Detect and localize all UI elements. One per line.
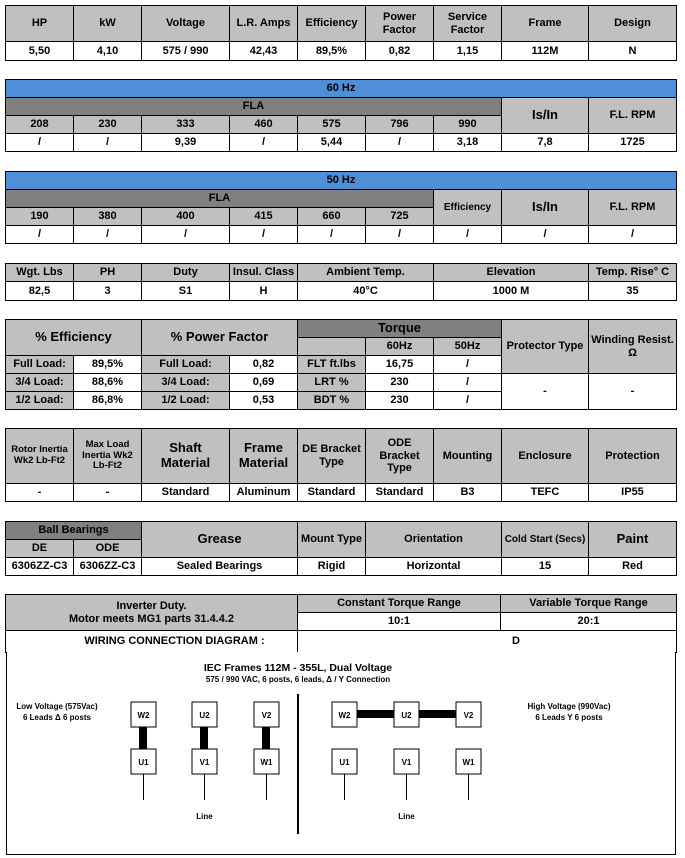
wiring-diagram-label: WIRING CONNECTION DIAGRAM : bbox=[6, 631, 298, 653]
60hz-fla-header: FLA bbox=[6, 98, 502, 116]
50hz-voltage-380: 380 bbox=[74, 208, 142, 226]
ambient-header: Ambient Temp. bbox=[298, 264, 434, 282]
weight-header: Wgt. Lbs bbox=[6, 264, 74, 282]
enclosure-value: TEFC bbox=[502, 484, 589, 502]
de-bracket-header: DE Bracket Type bbox=[298, 429, 366, 484]
pf-full-value: 0,82 bbox=[230, 356, 298, 374]
frame-material-value: Aluminum bbox=[230, 484, 298, 502]
50hz-title: 50 Hz bbox=[6, 172, 677, 190]
de-bracket-value: Standard bbox=[298, 484, 366, 502]
high-terminal-v1-label: V1 bbox=[401, 758, 412, 767]
eff-12-value: 86,8% bbox=[74, 392, 142, 410]
paint-value: Red bbox=[589, 558, 677, 576]
voltage-value: 575 / 990 bbox=[142, 42, 230, 61]
wiring-diagram-value: D bbox=[298, 631, 677, 653]
kw-value: 4,10 bbox=[74, 42, 142, 61]
ambient-value: 40°C bbox=[298, 282, 434, 301]
mounting-value: B3 bbox=[434, 484, 502, 502]
pf-full-label: Full Load: bbox=[142, 356, 230, 374]
general-table bbox=[5, 263, 677, 301]
protector-type-value: - bbox=[502, 374, 589, 410]
high-terminal-u2-label: U2 bbox=[401, 711, 412, 720]
phase-value: 3 bbox=[74, 282, 142, 301]
high-terminal-u1-label: U1 bbox=[339, 758, 350, 767]
60hz-rpm-header: F.L. RPM bbox=[589, 98, 677, 134]
weight-value: 82,5 bbox=[6, 282, 74, 301]
torque-title: Torque bbox=[298, 320, 502, 338]
wiring-diagram-svg bbox=[7, 652, 677, 855]
60hz-isin-value: 7,8 bbox=[502, 134, 589, 152]
50hz-fla-value: / bbox=[298, 226, 366, 244]
frame-value: 112M bbox=[502, 42, 589, 61]
50hz-fla-header: FLA bbox=[6, 190, 434, 208]
torque-flt-60: 16,75 bbox=[366, 356, 434, 374]
50hz-isin-header: Is/In bbox=[502, 190, 589, 226]
frame-header: Frame bbox=[502, 6, 589, 42]
torque-lrt-50: / bbox=[434, 374, 502, 392]
low-voltage-subtitle: 6 Leads Δ 6 posts bbox=[23, 713, 91, 722]
mount-type-header: Mount Type bbox=[298, 522, 366, 558]
60hz-voltage-460: 460 bbox=[230, 116, 298, 134]
torque-60hz-header: 60Hz bbox=[366, 338, 434, 356]
torque-bdt-label: BDT % bbox=[298, 392, 366, 410]
50hz-fla-value: / bbox=[74, 226, 142, 244]
high-terminal-v2-label: V2 bbox=[463, 711, 474, 720]
efficiency-value: 89,5% bbox=[298, 42, 366, 61]
torque-50hz-header: 50Hz bbox=[434, 338, 502, 356]
efficiency-header: Efficiency bbox=[298, 6, 366, 42]
low-link-3 bbox=[262, 727, 270, 749]
torque-bdt-50: / bbox=[434, 392, 502, 410]
ode-bracket-header: ODE Bracket Type bbox=[366, 429, 434, 484]
60hz-fla-value: / bbox=[366, 134, 434, 152]
enclosure-header: Enclosure bbox=[502, 429, 589, 484]
high-line-label: Line bbox=[398, 812, 415, 821]
60hz-voltage-333: 333 bbox=[142, 116, 230, 134]
table-60hz bbox=[5, 79, 677, 152]
eff-34-value: 88,6% bbox=[74, 374, 142, 392]
grease-header: Grease bbox=[142, 522, 298, 558]
pf-12-value: 0,53 bbox=[230, 392, 298, 410]
50hz-voltage-400: 400 bbox=[142, 208, 230, 226]
50hz-efficiency-header: Efficiency bbox=[434, 190, 502, 226]
low-link-2 bbox=[200, 727, 208, 749]
50hz-voltage-725: 725 bbox=[366, 208, 434, 226]
temp-rise-header: Temp. Rise° C bbox=[589, 264, 677, 282]
torque-bdt-60: 230 bbox=[366, 392, 434, 410]
pf-34-value: 0,69 bbox=[230, 374, 298, 392]
high-link-1 bbox=[357, 710, 394, 718]
inverter-duty-cell bbox=[6, 595, 298, 631]
mounting-header: Mounting bbox=[434, 429, 502, 484]
elevation-value: 1000 M bbox=[434, 282, 589, 301]
service-factor-value: 1,15 bbox=[434, 42, 502, 61]
rotor-inertia-value: - bbox=[6, 484, 74, 502]
50hz-fla-value: / bbox=[366, 226, 434, 244]
50hz-rpm-header: F.L. RPM bbox=[589, 190, 677, 226]
60hz-fla-value: / bbox=[6, 134, 74, 152]
design-header: Design bbox=[589, 6, 677, 42]
50hz-isin-value: / bbox=[502, 226, 589, 244]
duty-value: S1 bbox=[142, 282, 230, 301]
low-voltage-title: Low Voltage (575Vac) bbox=[16, 702, 98, 711]
eff-full-label: Full Load: bbox=[6, 356, 74, 374]
ratings-table bbox=[5, 5, 677, 61]
60hz-voltage-575: 575 bbox=[298, 116, 366, 134]
high-voltage-subtitle: 6 Leads Y 6 posts bbox=[535, 713, 603, 722]
60hz-fla-value: 3,18 bbox=[434, 134, 502, 152]
60hz-fla-value: / bbox=[74, 134, 142, 152]
50hz-rpm-value: / bbox=[589, 226, 677, 244]
performance-table bbox=[5, 319, 677, 410]
ode-bearing-value: 6306ZZ-C3 bbox=[74, 558, 142, 576]
hp-value: 5,50 bbox=[6, 42, 74, 61]
pf-34-label: 3/4 Load: bbox=[142, 374, 230, 392]
50hz-efficiency-value: / bbox=[434, 226, 502, 244]
variable-torque-value: 20:1 bbox=[501, 613, 677, 631]
60hz-voltage-990: 990 bbox=[434, 116, 502, 134]
design-value: N bbox=[589, 42, 677, 61]
50hz-voltage-415: 415 bbox=[230, 208, 298, 226]
orientation-value: Horizontal bbox=[366, 558, 502, 576]
power-factor-header: Power Factor bbox=[366, 6, 434, 42]
cold-start-header: Cold Start (Secs) bbox=[502, 522, 589, 558]
torque-lrt-60: 230 bbox=[366, 374, 434, 392]
mechanical-table bbox=[5, 428, 677, 502]
low-terminal-v2-label: V2 bbox=[261, 711, 272, 720]
low-terminal-w1-label: W1 bbox=[260, 758, 273, 767]
torque-blank bbox=[298, 338, 366, 356]
winding-resist-value: - bbox=[589, 374, 677, 410]
eff-34-label: 3/4 Load: bbox=[6, 374, 74, 392]
power-factor-title: % Power Factor bbox=[142, 320, 298, 356]
60hz-fla-value: 5,44 bbox=[298, 134, 366, 152]
protection-header: Protection bbox=[589, 429, 677, 484]
service-factor-header: Service Factor bbox=[434, 6, 502, 42]
kw-header: kW bbox=[74, 6, 142, 42]
50hz-fla-value: / bbox=[230, 226, 298, 244]
torque-lrt-label: LRT % bbox=[298, 374, 366, 392]
low-terminal-u1-label: U1 bbox=[138, 758, 149, 767]
diagram-subtitle: 575 / 990 VAC, 6 posts, 6 leads, Δ / Y Connection bbox=[205, 675, 391, 684]
protector-type-header: Protector Type bbox=[502, 320, 589, 374]
paint-header: Paint bbox=[589, 522, 677, 558]
high-terminal-w1-label: W1 bbox=[462, 758, 475, 767]
variable-torque-header: Variable Torque Range bbox=[501, 595, 677, 613]
wiring-diagram bbox=[6, 652, 676, 855]
torque-flt-label: FLT ft.lbs bbox=[298, 356, 366, 374]
lr-amps-value: 42,43 bbox=[230, 42, 298, 61]
60hz-title: 60 Hz bbox=[6, 80, 677, 98]
temp-rise-value: 35 bbox=[589, 282, 677, 301]
50hz-fla-value: / bbox=[6, 226, 74, 244]
inverter-table bbox=[5, 594, 677, 653]
50hz-voltage-190: 190 bbox=[6, 208, 74, 226]
max-load-inertia-value: - bbox=[74, 484, 142, 502]
protection-value: IP55 bbox=[589, 484, 677, 502]
low-link-1 bbox=[139, 727, 147, 749]
eff-full-value: 89,5% bbox=[74, 356, 142, 374]
low-line-label: Line bbox=[196, 812, 213, 821]
max-load-inertia-header: Max Load Inertia Wk2 Lb-Ft2 bbox=[74, 429, 142, 484]
phase-header: PH bbox=[74, 264, 142, 282]
50hz-fla-value: / bbox=[142, 226, 230, 244]
low-terminal-v1-label: V1 bbox=[199, 758, 210, 767]
60hz-fla-value: / bbox=[230, 134, 298, 152]
ode-bearing-header: ODE bbox=[74, 540, 142, 558]
50hz-voltage-660: 660 bbox=[298, 208, 366, 226]
low-terminal-w2-label: W2 bbox=[137, 711, 150, 720]
mount-type-value: Rigid bbox=[298, 558, 366, 576]
inverter-duty-line1: Inverter Duty. bbox=[116, 599, 187, 612]
60hz-voltage-796: 796 bbox=[366, 116, 434, 134]
lr-amps-header: L.R. Amps bbox=[230, 6, 298, 42]
60hz-rpm-value: 1725 bbox=[589, 134, 677, 152]
60hz-fla-value: 9,39 bbox=[142, 134, 230, 152]
shaft-material-header: Shaft Material bbox=[142, 429, 230, 484]
table-50hz bbox=[5, 171, 677, 244]
orientation-header: Orientation bbox=[366, 522, 502, 558]
low-terminal-u2-label: U2 bbox=[199, 711, 210, 720]
rotor-inertia-header: Rotor Inertia Wk2 Lb-Ft2 bbox=[6, 429, 74, 484]
ball-bearings-header: Ball Bearings bbox=[6, 522, 142, 540]
insulation-header: Insul. Class bbox=[230, 264, 298, 282]
hp-header: HP bbox=[6, 6, 74, 42]
inverter-duty-line2: Motor meets MG1 parts 31.4.4.2 bbox=[68, 612, 235, 625]
60hz-voltage-208: 208 bbox=[6, 116, 74, 134]
eff-12-label: 1/2 Load: bbox=[6, 392, 74, 410]
frame-material-header: Frame Material bbox=[230, 429, 298, 484]
efficiency-title: % Efficiency bbox=[6, 320, 142, 356]
voltage-header: Voltage bbox=[142, 6, 230, 42]
ode-bracket-value: Standard bbox=[366, 484, 434, 502]
constant-torque-value: 10:1 bbox=[298, 613, 501, 631]
60hz-voltage-230: 230 bbox=[74, 116, 142, 134]
high-voltage-title: High Voltage (990Vac) bbox=[527, 702, 611, 711]
high-terminal-w2-label: W2 bbox=[338, 711, 351, 720]
grease-value: Sealed Bearings bbox=[142, 558, 298, 576]
winding-resist-header: Winding Resist. Ω bbox=[589, 320, 677, 374]
de-bearing-header: DE bbox=[6, 540, 74, 558]
60hz-isin-header: Is/In bbox=[502, 98, 589, 134]
diagram-title: IEC Frames 112M - 355L, Dual Voltage bbox=[203, 662, 393, 674]
power-factor-value: 0,82 bbox=[366, 42, 434, 61]
cold-start-value: 15 bbox=[502, 558, 589, 576]
pf-12-label: 1/2 Load: bbox=[142, 392, 230, 410]
elevation-header: Elevation bbox=[434, 264, 589, 282]
high-link-2 bbox=[419, 710, 456, 718]
bearings-table bbox=[5, 521, 677, 576]
torque-flt-50: / bbox=[434, 356, 502, 374]
shaft-material-value: Standard bbox=[142, 484, 230, 502]
duty-header: Duty bbox=[142, 264, 230, 282]
constant-torque-header: Constant Torque Range bbox=[298, 595, 501, 613]
insulation-value: H bbox=[230, 282, 298, 301]
de-bearing-value: 6306ZZ-C3 bbox=[6, 558, 74, 576]
